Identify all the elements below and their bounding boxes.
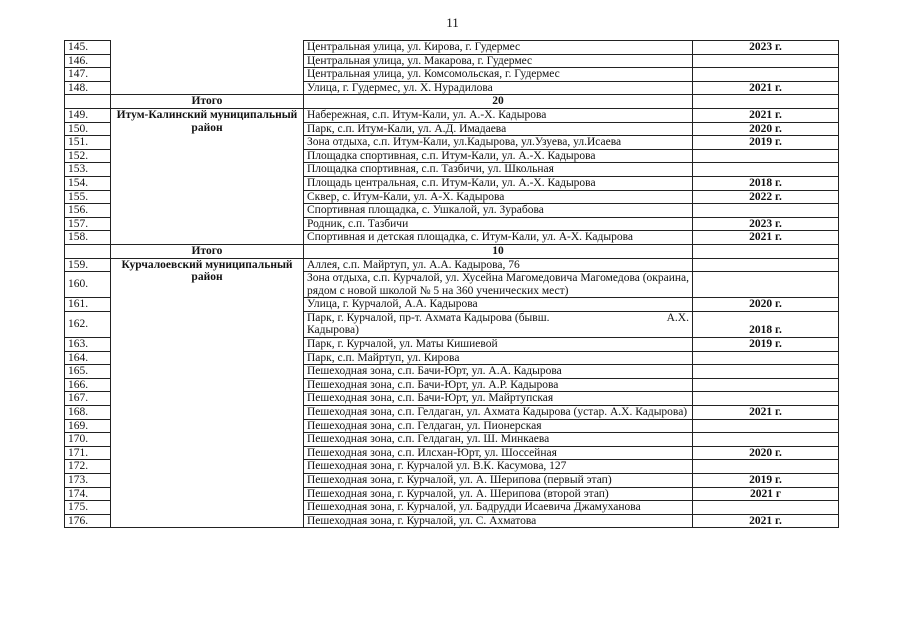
year-cell bbox=[693, 392, 839, 406]
object-name: Улица, г. Курчалой, А.А. Кадырова bbox=[304, 298, 693, 312]
row-number: 164. bbox=[65, 351, 111, 365]
row-number: 169. bbox=[65, 419, 111, 433]
row-number: 154. bbox=[65, 176, 111, 190]
object-name: Пешеходная зона, с.п. Бачи-Юрт, ул. Майртупская bbox=[304, 392, 693, 406]
total-value: 20 bbox=[304, 95, 693, 109]
year-cell: 2018 г. bbox=[693, 176, 839, 190]
table-row bbox=[65, 258, 839, 272]
row-number: 160. bbox=[65, 272, 111, 298]
year-cell bbox=[693, 204, 839, 218]
row-number: 159. bbox=[65, 258, 111, 272]
objects-table bbox=[64, 40, 839, 528]
row-number: 145. bbox=[65, 41, 111, 55]
year-cell: 2018 г. bbox=[693, 311, 839, 337]
table-row bbox=[65, 54, 839, 68]
year-cell bbox=[693, 54, 839, 68]
row-number: 171. bbox=[65, 446, 111, 460]
object-name bbox=[304, 311, 693, 337]
row-number: 152. bbox=[65, 149, 111, 163]
year-cell: 2021 г. bbox=[693, 406, 839, 420]
row-number: 150. bbox=[65, 122, 111, 136]
year-cell bbox=[693, 419, 839, 433]
year-cell: 2021 г. bbox=[693, 81, 839, 95]
object-name: Пешеходная зона, с.п. Бачи-Юрт, ул. А.А. Кадырова bbox=[304, 365, 693, 379]
year-cell bbox=[693, 378, 839, 392]
table-row bbox=[65, 108, 839, 122]
table-row bbox=[65, 81, 839, 95]
year-cell: 2020 г. bbox=[693, 298, 839, 312]
year-cell: 2019 г. bbox=[693, 136, 839, 150]
object-name: Пешеходная зона, с.п. Илсхан-Юрт, ул. Шоссейная bbox=[304, 446, 693, 460]
object-name: Пешеходная зона, г. Курчалой, ул. А. Шерипова (первый этап) bbox=[304, 474, 693, 488]
object-name: Центральная улица, ул. Кирова, г. Гудермес bbox=[304, 41, 693, 55]
object-name: Сквер, с. Итум-Кали, ул. А-Х. Кадырова bbox=[304, 190, 693, 204]
row-number: 146. bbox=[65, 54, 111, 68]
year-cell bbox=[693, 501, 839, 515]
row-number: 172. bbox=[65, 460, 111, 474]
row-number: 158. bbox=[65, 231, 111, 245]
object-name: Парк, с.п. Итум-Кали, ул. А.Д. Имадаева bbox=[304, 122, 693, 136]
object-name: Пешеходная зона, г. Курчалой ул. В.К. Касумова, 127 bbox=[304, 460, 693, 474]
year-cell bbox=[693, 365, 839, 379]
year-cell bbox=[693, 258, 839, 272]
row-number: 162. bbox=[65, 311, 111, 337]
row-number: 148. bbox=[65, 81, 111, 95]
year-cell: 2019 г. bbox=[693, 338, 839, 352]
year-cell bbox=[693, 149, 839, 163]
object-name: Зона отдыха, с.п. Курчалой, ул. Хусейна Магомедовича Магомедова (окраина, рядом с новой школой № 5 на 360 ученических мест) bbox=[304, 272, 693, 298]
row-number: 175. bbox=[65, 501, 111, 515]
object-name: Пешеходная зона, с.п. Гелдаган, ул. Ш. Минкаева bbox=[304, 433, 693, 447]
row-number: 167. bbox=[65, 392, 111, 406]
row-number: 147. bbox=[65, 68, 111, 82]
row-number: 155. bbox=[65, 190, 111, 204]
object-name: Центральная улица, ул. Комсомольская, г. Гудермес bbox=[304, 68, 693, 82]
row-number: 149. bbox=[65, 108, 111, 122]
year-cell: 2021 г. bbox=[693, 514, 839, 528]
object-name: Площадка спортивная, с.п. Тазбичи, ул. Школьная bbox=[304, 163, 693, 177]
object-name: Центральная улица, ул. Макарова, г. Гудермес bbox=[304, 54, 693, 68]
row-number: 151. bbox=[65, 136, 111, 150]
object-name: Родник, с.п. Тазбичи bbox=[304, 217, 693, 231]
year-cell: 2021 г. bbox=[693, 108, 839, 122]
year-cell: 2023 г. bbox=[693, 41, 839, 55]
object-name: Пешеходная зона, с.п. Бачи-Юрт, ул. А.Р. Кадырова bbox=[304, 378, 693, 392]
year-cell bbox=[693, 433, 839, 447]
year-cell: 2020 г. bbox=[693, 446, 839, 460]
row-number: 168. bbox=[65, 406, 111, 420]
row-number: 174. bbox=[65, 487, 111, 501]
year-cell bbox=[693, 163, 839, 177]
total-row bbox=[65, 95, 839, 109]
object-name: Парк, г. Курчалой, ул. Маты Кишиевой bbox=[304, 338, 693, 352]
object-name: Спортивная и детская площадка, с. Итум-Кали, ул. А-Х. Кадырова bbox=[304, 231, 693, 245]
year-cell: 2023 г. bbox=[693, 217, 839, 231]
object-name: Спортивная площадка, с. Ушкалой, ул. Зурабова bbox=[304, 204, 693, 218]
year-cell bbox=[693, 460, 839, 474]
object-name: Пешеходная зона, г. Курчалой, ул. С. Ахматова bbox=[304, 514, 693, 528]
district-kurchaloy: Курчалоевский муниципальный район bbox=[111, 258, 304, 528]
row-number: 165. bbox=[65, 365, 111, 379]
row-number: 173. bbox=[65, 474, 111, 488]
object-name: Парк, с.п. Майртуп, ул. Кирова bbox=[304, 351, 693, 365]
row-number: 176. bbox=[65, 514, 111, 528]
object-name: Площадь центральная, с.п. Итум-Кали, ул. А.-Х. Кадырова bbox=[304, 176, 693, 190]
year-cell bbox=[693, 68, 839, 82]
table-row bbox=[65, 41, 839, 55]
row-number: 153. bbox=[65, 163, 111, 177]
row-number: 161. bbox=[65, 298, 111, 312]
total-label: Итого bbox=[111, 95, 304, 109]
row-number: 163. bbox=[65, 338, 111, 352]
object-name-part: Парк, г. Курчалой, пр-т. Ахмата Кадырова (бывш. bbox=[307, 311, 550, 324]
row-number: 166. bbox=[65, 378, 111, 392]
object-name-part: А.Х. bbox=[666, 311, 689, 324]
object-name-part: Кадырова) bbox=[307, 324, 359, 337]
district-itum-kali: Итум-Калинский муниципальный район bbox=[111, 108, 304, 244]
object-name: Пешеходная зона, с.п. Гелдаган, ул. Ахмата Кадырова (устар. А.Х. Кадырова) bbox=[304, 406, 693, 420]
year-cell: 2020 г. bbox=[693, 122, 839, 136]
year-cell: 2019 г. bbox=[693, 474, 839, 488]
page-number: 11 bbox=[446, 15, 459, 30]
object-name: Площадка спортивная, с.п. Итум-Кали, ул. А.-Х. Кадырова bbox=[304, 149, 693, 163]
total-value: 10 bbox=[304, 244, 693, 258]
object-name: Набережная, с.п. Итум-Кали, ул. А.-Х. Кадырова bbox=[304, 108, 693, 122]
object-name: Аллея, с.п. Майртуп, ул. А.А. Кадырова, 76 bbox=[304, 258, 693, 272]
year-cell: 2021 г. bbox=[693, 231, 839, 245]
row-number: 170. bbox=[65, 433, 111, 447]
row-number: 157. bbox=[65, 217, 111, 231]
year-cell bbox=[693, 272, 839, 298]
object-name: Пешеходная зона, г. Курчалой, ул. Бадрудди Исаевича Джамуханова bbox=[304, 501, 693, 515]
table-row bbox=[65, 68, 839, 82]
row-number: 156. bbox=[65, 204, 111, 218]
object-name: Пешеходная зона, с.п. Гелдаган, ул. Пионерская bbox=[304, 419, 693, 433]
total-label: Итого bbox=[111, 244, 304, 258]
total-row bbox=[65, 244, 839, 258]
year-cell: 2022 г. bbox=[693, 190, 839, 204]
object-name: Пешеходная зона, г. Курчалой, ул. А. Шерипова (второй этап) bbox=[304, 487, 693, 501]
year-cell: 2021 г bbox=[693, 487, 839, 501]
object-name: Зона отдыха, с.п. Итум-Кали, ул.Кадырова, ул.Узуева, ул.Исаева bbox=[304, 136, 693, 150]
year-cell bbox=[693, 351, 839, 365]
object-name: Улица, г. Гудермес, ул. Х. Нурадилова bbox=[304, 81, 693, 95]
